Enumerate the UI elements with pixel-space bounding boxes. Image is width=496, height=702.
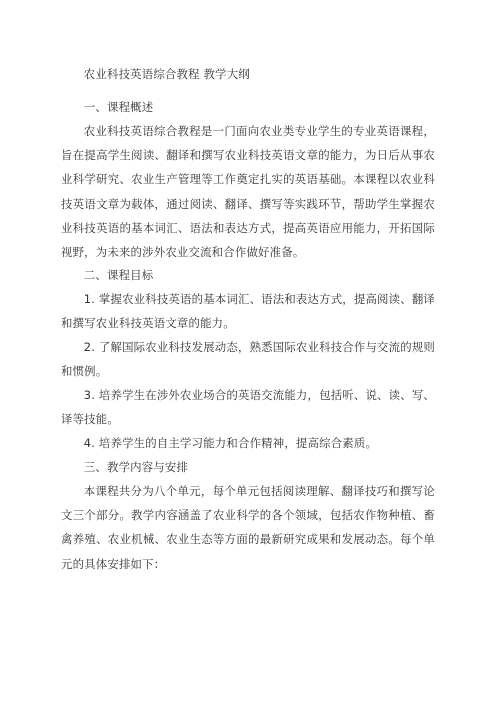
- section-paragraph-overview: 农业科技英语综合教程是一门面向农业类专业学生的专业英语课程，旨在提高学生阅读、翻译和撰写农业科技英语文章的能力，为日后从事农业科学研究、农业生产管理等工作奠定扎实的英语基础。本课程以农业科技英语文章为载体，通过阅读、翻译、撰写等实践环节，帮助学生掌握农业科技英语的基本词汇、语法和表达方式，提高英语应用能力，开拓国际视野，为未来的涉外农业交流和合作做好准备。: [61, 124, 435, 260]
- goal-item-2: 2. 了解国际农业科技发展动态，熟悉国际农业科技合作与交流的规则和惯例。: [61, 340, 436, 379]
- section-heading-goals: 二、课程目标: [83, 268, 154, 282]
- section-heading-overview: 一、课程概述: [83, 100, 154, 114]
- goal-item-1: 1. 掌握农业科技英语的基本词汇、语法和表达方式，提高阅读、翻译和撰写农业科技英语文章的能力。: [61, 292, 436, 331]
- section-heading-content: 三、教学内容与安排: [83, 460, 189, 474]
- goal-item-3: 3. 培养学生在涉外农业场合的英语交流能力，包括听、说、读、写、译等技能。: [61, 388, 436, 427]
- document-title: 农业科技英语综合教程 教学大纲: [83, 67, 250, 81]
- section-paragraph-content: 本课程共分为八个单元，每个单元包括阅读理解、翻译技巧和撰写论文三个部分。教学内容涵盖了农业科学的各个领域，包括农作物种植、畜禽养殖、农业机械、农业生态等方面的最新研究成果和发展动态。每个单元的具体安排如下：: [61, 484, 435, 571]
- goal-item-4: 4. 培养学生的自主学习能力和合作精神，提高综合素质。: [83, 436, 378, 450]
